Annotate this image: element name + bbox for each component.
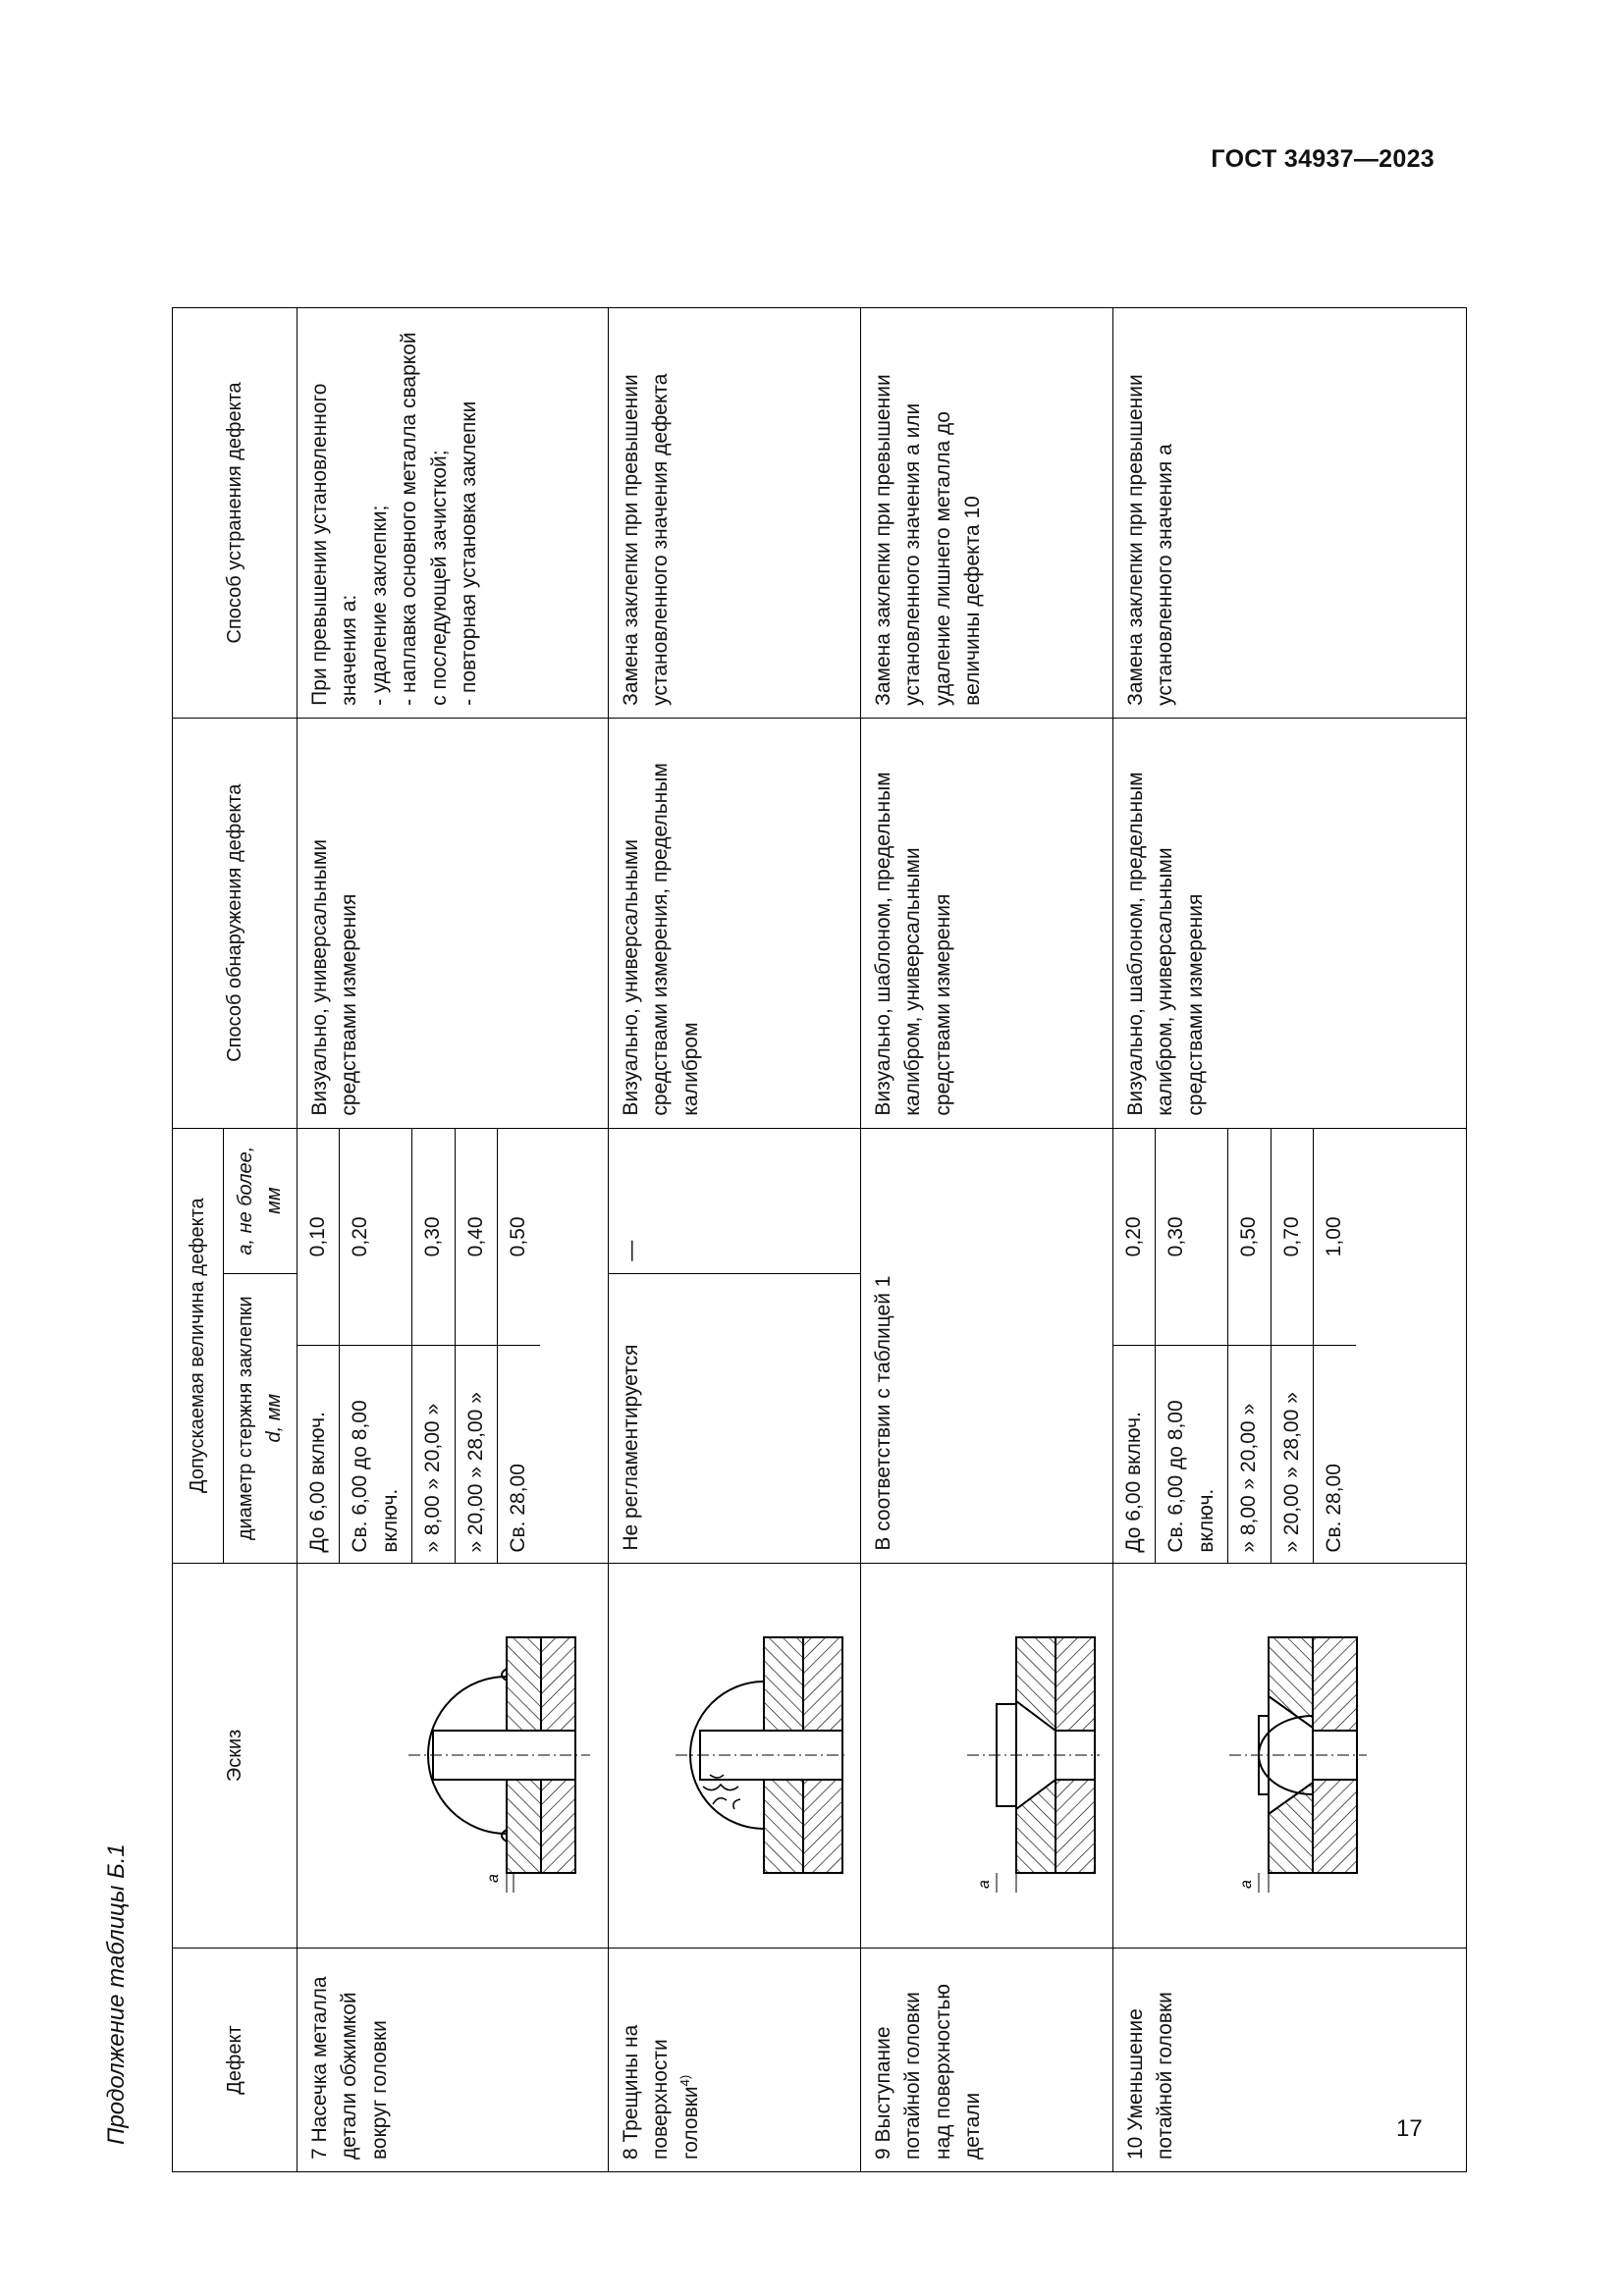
header-defect: Дефект [173, 1949, 298, 2172]
d-value: » 8,00 » 20,00 » [1228, 1346, 1271, 1563]
table-row [861, 308, 1113, 2172]
table-row [1113, 308, 1467, 2172]
header-a-max [224, 1128, 298, 1273]
a-value: 0,20 [1113, 1129, 1156, 1346]
d-value: Св. 28,00 [1314, 1346, 1356, 1563]
detection-cell: Визуально, шаблоном, предельным калибром, универсальными средствами измерения [1113, 718, 1467, 1128]
header-diameter [224, 1273, 298, 1563]
sketch-cell [298, 1563, 609, 1948]
detection-cell: Визуально, универсальными средствами измерения [298, 718, 609, 1128]
a-value: 0,30 [1156, 1129, 1228, 1346]
detection-cell: Визуально, универсальными средствами измерения, предельным калибром [609, 718, 861, 1128]
header-diameter-unit: d, мм [263, 1393, 285, 1443]
rivet-crack-sketch [617, 1608, 852, 1902]
table-row [609, 308, 861, 2172]
rivet-notch-sketch [305, 1608, 600, 1902]
fix-cell: Замена заклепки при превышении установленного значения дефекта [609, 308, 861, 719]
sketch-label-a: a [1238, 1880, 1255, 1890]
header-a-max-text: a, не более, мм [235, 1146, 285, 1255]
fix-cell: Замена заклепки при превышении установленного значения a или удаление лишнего металла до величины дефекта 10 [861, 308, 1113, 719]
a-value: 0,10 [298, 1129, 340, 1346]
d-text-cell: Не регламентируется [609, 1273, 861, 1563]
d-value: До 6,00 включ. [298, 1346, 340, 1563]
table-row [298, 308, 609, 2172]
header-fix: Способ устранения дефекта [173, 308, 298, 719]
header-allowed: Допускаемая величина дефекта [173, 1128, 224, 1563]
d-value: Св. 6,00 до 8,00 включ. [340, 1346, 412, 1563]
a-value: 0,30 [412, 1129, 455, 1346]
a-value: 0,50 [507, 1216, 530, 1257]
header-sketch: Эскиз [173, 1563, 298, 1948]
sketch-cell [609, 1563, 861, 1948]
a-text-cell: — [609, 1128, 861, 1273]
d-value: Св. 6,00 до 8,00 включ. [1156, 1346, 1228, 1563]
table-caption: Продолжение таблицы Б.1 [103, 1843, 130, 2145]
header-diameter-prefix: диаметр стержня заклепки [235, 1296, 256, 1541]
d-value: » 20,00 » 28,00 » [1271, 1346, 1313, 1563]
defect-cell [609, 1949, 861, 2172]
document-code: ГОСТ 34937—2023 [1211, 145, 1435, 173]
values-cell [298, 1128, 609, 1563]
sketch-label-a: a [485, 1874, 502, 1884]
header-detection: Способ обнаружения дефекта [173, 718, 298, 1128]
defect-text: 8 Трещины на поверхности головки [620, 2024, 702, 2160]
page-number: 17 [1396, 2115, 1423, 2142]
a-value: 0,20 [340, 1129, 412, 1346]
a-value: 1,00 [1323, 1216, 1346, 1257]
footnote-mark: 4) [677, 2074, 692, 2087]
d-value: Св. 28,00 [498, 1346, 540, 1563]
d-value: » 20,00 » 28,00 » [455, 1346, 497, 1563]
fix-cell: Замена заклепки при превышении установленного значения a [1113, 308, 1467, 719]
defect-cell: 9 Выступание потайной головки над поверхностью детали [861, 1949, 1113, 2172]
a-value: 0,70 [1271, 1129, 1313, 1346]
detection-cell: Визуально, шаблоном, предельным калибром, универсальными средствами измерения [861, 718, 1113, 1128]
fix-cell: При превышении установленного значения a: - удаление заклепки; - наплавка основного металла сваркой с последующей зачисткой; - повторная установка заклепки [298, 308, 609, 719]
defect-cell: 10 Уменьшение потайной головки [1113, 1949, 1467, 2172]
defect-cell: 7 Насечка металла детали обжимкой вокруг головки [298, 1949, 609, 2172]
rivet-protrusion-sketch [869, 1608, 1105, 1902]
d-value: » 8,00 » 20,00 » [412, 1346, 455, 1563]
rivet-reduced-head-sketch [1121, 1608, 1377, 1902]
d-text-cell: В соответствии с таблицей 1 [861, 1128, 1113, 1563]
a-value: 0,40 [455, 1129, 497, 1346]
rotated-table-area [103, 307, 1443, 2172]
sketch-cell [1113, 1563, 1467, 1948]
values-cell [1113, 1128, 1467, 1563]
sketch-cell [861, 1563, 1113, 1948]
a-value: 0,50 [1228, 1129, 1271, 1346]
defects-table [172, 307, 1467, 2172]
d-value: До 6,00 включ. [1113, 1346, 1156, 1563]
sketch-label-a: a [976, 1880, 993, 1890]
